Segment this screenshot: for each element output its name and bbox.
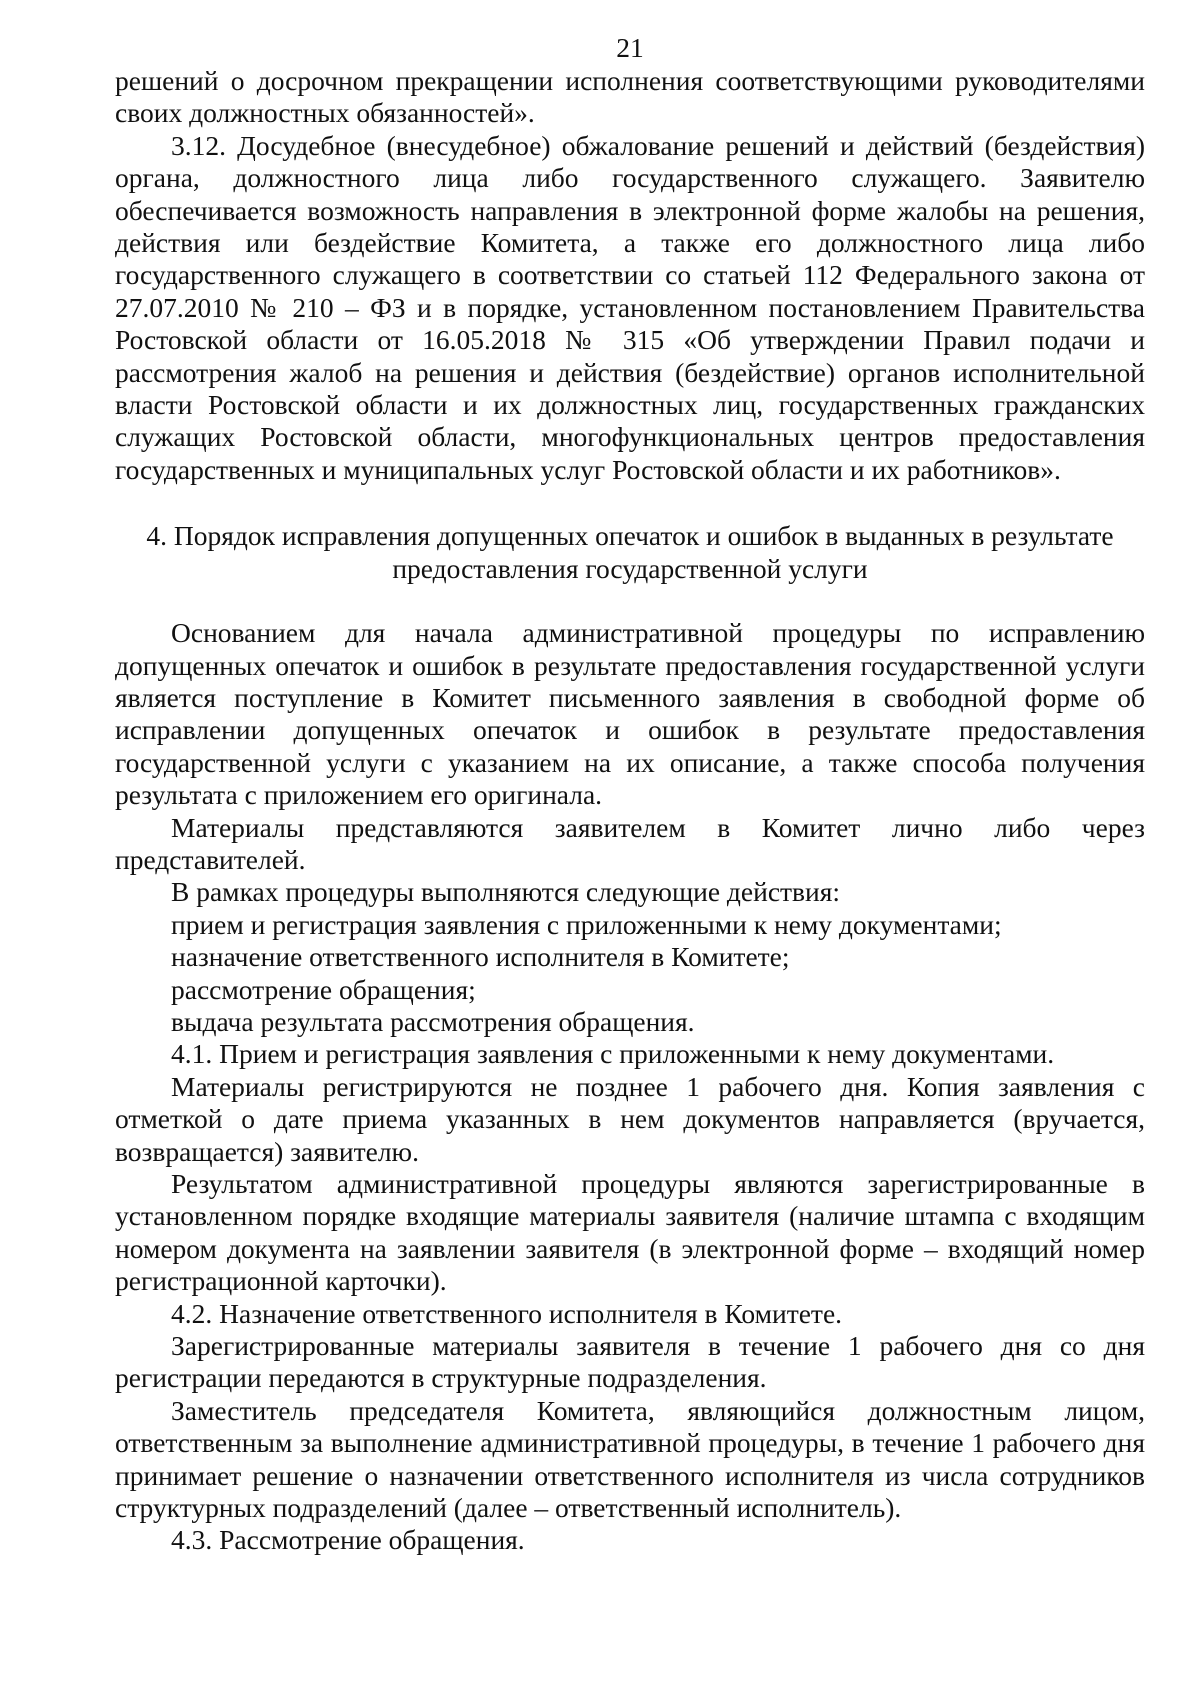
paragraph-transfer: Зарегистрированные материалы заявителя в течение 1 рабочего дня со дня регистрации передаются в структурные подразделения. bbox=[115, 1330, 1145, 1394]
page-number: 21 bbox=[616, 32, 644, 63]
paragraph-grounds: Основанием для начала административной процедуры по исправлению допущенных опечаток и ошибок в результате предоставления государственной услуги является поступление в Комитет письменного заявления в свободной форме об исправлении допущенных опечаток и ошибок в результате предоставления государственной услуги с указанием на их описание, а также способа получения результата с приложением его оригинала. bbox=[115, 617, 1145, 811]
paragraph-procedure-actions: В рамках процедуры выполняются следующие действия: bbox=[171, 876, 841, 908]
paragraph-4-1: 4.1. Прием и регистрация заявления с приложенными к нему документами. bbox=[171, 1038, 1055, 1070]
section-heading-line-1: 4. Порядок исправления допущенных опечаток и ошибок в выданных в результате bbox=[146, 520, 1114, 552]
list-item-assignment: назначение ответственного исполнителя в Комитете; bbox=[171, 941, 790, 973]
document-page bbox=[115, 32, 1145, 1557]
paragraph-continuation: решений о досрочном прекращении исполнения соответствующими руководителями своих должностных обязанностей». bbox=[115, 65, 1145, 129]
paragraph-materials-submission: Материалы представляются заявителем в Комитет лично либо через представителей. bbox=[115, 811, 1145, 875]
list-item-issuance: выдача результата рассмотрения обращения. bbox=[171, 1005, 695, 1037]
paragraph-4-3: 4.3. Рассмотрение обращения. bbox=[171, 1524, 525, 1556]
paragraph-registration-result: Результатом административной процедуры являются зарегистрированные в установленном порядке входящие материалы заявителя (наличие штампа с входящим номером документа на заявлении заявителя (в электронной форме – входящий номер регистрационной карточки). bbox=[115, 1168, 1145, 1297]
list-item-reception: прием и регистрация заявления с приложенными к нему документами; bbox=[171, 908, 1002, 940]
paragraph-4-2: 4.2. Назначение ответственного исполнителя в Комитете. bbox=[171, 1297, 843, 1329]
list-item-review: рассмотрение обращения; bbox=[171, 973, 476, 1005]
paragraph-3-12: 3.12. Досудебное (внесудебное) обжалование решений и действий (бездействия) органа, должностного лица либо государственного служащего. Заявителю обеспечивается возможность направления в электронной форме жалобы на решения, действия или бездействие Комитета, а также его должностного лица либо государственного служащего в соответствии со статьей 112 Федерального закона от 27.07.2010 № 210 – ФЗ и в порядке, установленном постановлением Правительства Ростовской области от 16.05.2018 № 315 «Об утверждении Правил подачи и рассмотрения жалоб на решения и действия (бездействие) органов исполнительной власти Ростовской области и их должностных лиц, государственных гражданских служащих Ростовской области, многофункциональных центров предоставления государственных и муниципальных услуг Ростовской области и их работников». bbox=[115, 129, 1145, 485]
section-4-heading bbox=[115, 520, 1145, 585]
section-heading-line-2: предоставления государственной услуги bbox=[392, 552, 868, 584]
paragraph-registration-deadline: Материалы регистрируются не позднее 1 рабочего дня. Копия заявления с отметкой о дате приема указанных в нем документов направляется (вручается, возвращается) заявителю. bbox=[115, 1070, 1145, 1167]
paragraph-deputy-decision: Заместитель председателя Комитета, являющийся должностным лицом, ответственным за выполнение административной процедуры, в течение 1 рабочего дня принимает решение о назначении ответственного исполнителя из числа сотрудников структурных подразделений (далее – ответственный исполнитель). bbox=[115, 1394, 1145, 1524]
